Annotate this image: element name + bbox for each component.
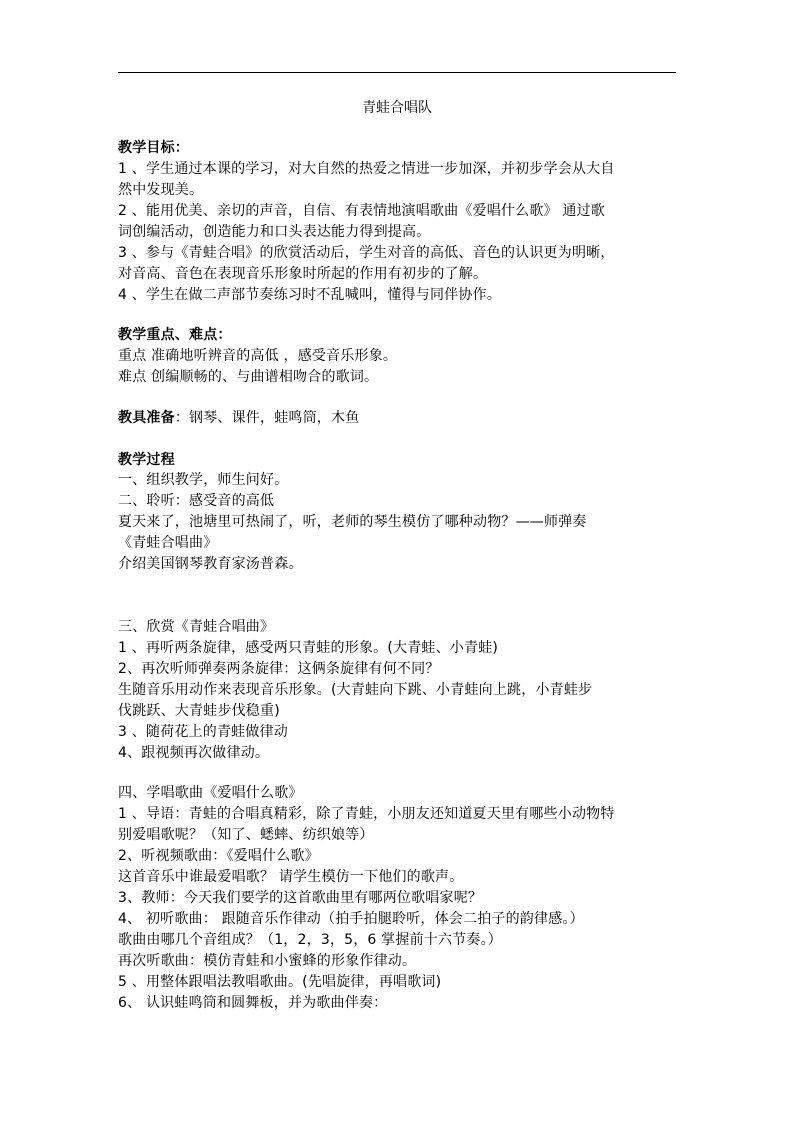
process-line: 3、教师：今天我们要学的这首歌曲里有哪两位歌唱家呢？: [118, 890, 483, 906]
process-line: 二、聆听：感受音的高低: [118, 493, 275, 509]
process-line: 3 、随荷花上的青蛙做律动: [118, 724, 288, 740]
process-line: 生随音乐用动作来表现音乐形象。(大青蛙向下跳、小青蛙向上跳，小青蛙步: [118, 682, 593, 698]
objectives-line: 3 、参与《青蛙合唱》的欣赏活动后，学生对音的高低、音色的认识更为明晰，: [118, 245, 615, 261]
process-line: 6、 认识蛙鸣筒和圆舞板，并为歌曲伴奏：: [118, 995, 388, 1011]
process-line: 4、跟视频再次做律动。: [118, 745, 270, 761]
process-line: 伐跳跃、大青蛙步伐稳重): [118, 703, 280, 719]
process-line: 这首音乐中谁最爱唱歌？ 请学生模仿一下他们的歌声。: [118, 869, 464, 885]
objectives-line: 1 、学生通过本课的学习，对大自然的热爱之情进一步加深，并初步学会从大自: [118, 161, 615, 177]
objectives-line: 对音高、音色在表现音乐形象时所起的作用有初步的了解。: [118, 266, 488, 282]
process-line: 歌曲由哪几个音组成？（1，2，3，5，6 掌握前十六节奏。）: [118, 932, 502, 948]
process-line: 再次听歌曲：模仿青蛙和小蜜蜂的形象作律动。: [118, 953, 417, 969]
process-line: 三、欣赏《青蛙合唱曲》: [118, 619, 275, 635]
process-line: 2、听视频歌曲：《爱唱什么歌》: [118, 848, 319, 864]
key-points-line: 难点 创编顺畅的、与曲谱相吻合的歌词。: [118, 369, 379, 385]
process-line: 别爱唱歌呢？（知了、蟋蟀、纺织娘等）: [118, 827, 374, 843]
header-rule: [118, 72, 676, 73]
tools-text: ：钢琴、课件，蛙鸣筒，木鱼: [174, 410, 360, 426]
process-line: 5 、用整体跟唱法教唱歌曲。(先唱旋律，再唱歌词): [118, 974, 442, 990]
process-line: 1 、导语：青蛙的合唱真精彩，除了青蛙，小朋友还知道夏天里有哪些小动物特: [118, 806, 615, 822]
process-line: 夏天来了，池塘里可热闹了，听，老师的琴生模仿了哪种动物？——师弹奏: [118, 514, 587, 530]
objectives-line: 2 、能用优美、亲切的声音，自信、有表情地演唱歌曲《爱唱什么歌》 通过歌: [118, 203, 606, 219]
objectives-line: 然中发现美。: [118, 182, 204, 198]
process-line: 2、再次听师弹奏两条旋律：这俩条旋律有何不同？: [118, 661, 440, 677]
objectives-line: 词创编活动，创造能力和口头表达能力得到提高。: [118, 224, 431, 240]
key-points-heading: 教学重点、难点：: [118, 327, 232, 343]
page-title: 青蛙合唱队: [362, 100, 432, 116]
tools-line: [118, 408, 683, 428]
tools-heading: 教具准备: [118, 410, 175, 426]
process-heading: 教学过程: [118, 452, 175, 468]
process-line: 1 、再听两条旋律，感受两只青蛙的形象。(大青蛙、小青蛙): [118, 640, 499, 656]
process-line: 介绍美国钢琴教育家汤普森。: [118, 556, 303, 572]
objectives-heading: 教学目标：: [118, 140, 189, 156]
key-points-line: 重点 准确地听辨音的高低 ，感受音乐形象。: [118, 348, 398, 364]
objectives-line: 4 、学生在做二声部节奏练习时不乱喊叫，懂得与同伴协作。: [118, 287, 501, 303]
process-line: 《青蛙合唱曲》: [118, 535, 218, 551]
process-line: 4、 初听歌曲： 跟随音乐作律动（拍手拍腿聆听，体会二拍子的韵律感。）: [118, 911, 584, 927]
process-line: 四、学唱歌曲《爱唱什么歌》: [118, 785, 303, 801]
process-line: 一、组织教学，师生问好。: [118, 472, 289, 488]
